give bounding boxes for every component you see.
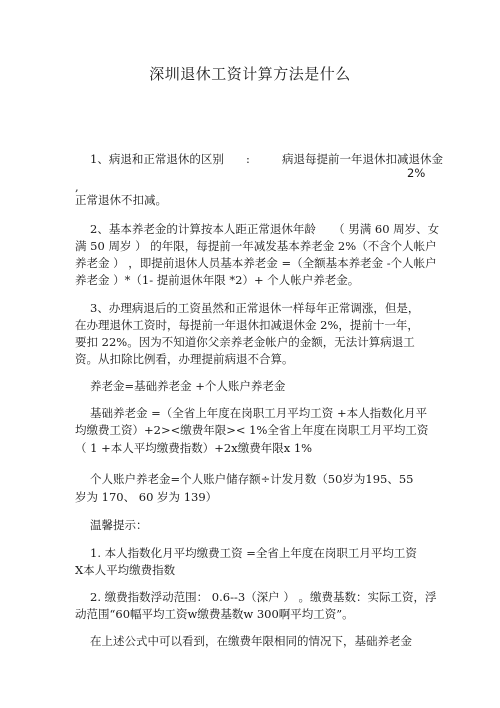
text-line: 病退每提前一年退休扣减退休金 (282, 152, 443, 166)
text-line: 要扣 22%。因为不知道你父亲养老金帐户的金额，无法计算病退工 (75, 335, 415, 349)
text-line: 养老金 ）*（1- 提前退休年限 *2）+ 个人帐户养老金。 (75, 273, 360, 287)
page-title: 深圳退休工资计算方法是什么 (149, 65, 351, 83)
text-line: 资。从扣除比例看，办理提前病退不合算。 (75, 352, 294, 366)
text-line: 正常退休不扣减。 (75, 193, 167, 207)
text-line: 在上述公式中可以看到，在缴费年限相同的情况下，基础养老金 (90, 634, 412, 648)
formula-line: 个人账户养老金=个人账户储存额÷计发月数（50岁为195、55 (90, 472, 414, 486)
text-line: 3、办理病退后的工资虽然和正常退休一样每年正常调涨，但是， (90, 301, 420, 315)
formula-line: 养老金=基础养老金 +个人账户养老金 (90, 379, 286, 393)
tip-line: X本人平均缴费指数 (75, 563, 176, 577)
text-line: , (75, 180, 79, 194)
text-line: 在办理退休工资时，每提前一年退休扣减退休金 2%，提前十一年， (75, 318, 419, 332)
tip-heading: 温馨提示： (90, 518, 148, 532)
text-line: : (246, 152, 250, 166)
text-line: 1、病退和正常退休的区别 (90, 152, 224, 166)
tip-line: 1. 本人指数化月平均缴费工资 =全省上年度在岗职工月平均工资 (90, 546, 417, 560)
text-line: 2% (407, 166, 426, 180)
text-line: 满 50 周岁 ） 的年限，每提前一年减发基本养老金 2%（不含个人帐户 (75, 239, 437, 253)
tip-line: 动范围“60幅平均工资w缴费基数w 300啊平均工资”。 (75, 607, 354, 621)
formula-line: 均缴费工资）+2><缴费年限>< 1%全省上年度在岗职工月平均工资 (75, 423, 429, 437)
formula-line: （ 1 +本人平均缴费指数）+2x缴费年限x 1% (75, 441, 313, 455)
text-line: 2、基本养老金的计算按本人距正常退休年龄 （ 男满 60 周岁、女 (90, 222, 440, 236)
tip-line: 2. 缴费指数浮动范围： 0.6--3（深户 ） 。缴费基数：实际工资，浮 (90, 590, 437, 604)
text-line: 养老金 ） ，即提前退休人员基本养老金 =（全额基本养老金 -个人帐户 (75, 256, 437, 270)
formula-line: 岁为 170、 60 岁为 139） (75, 490, 218, 504)
formula-line: 基础养老金 =（全省上年度在岗职工月平均工资 +本人指数化月平 (90, 406, 428, 420)
